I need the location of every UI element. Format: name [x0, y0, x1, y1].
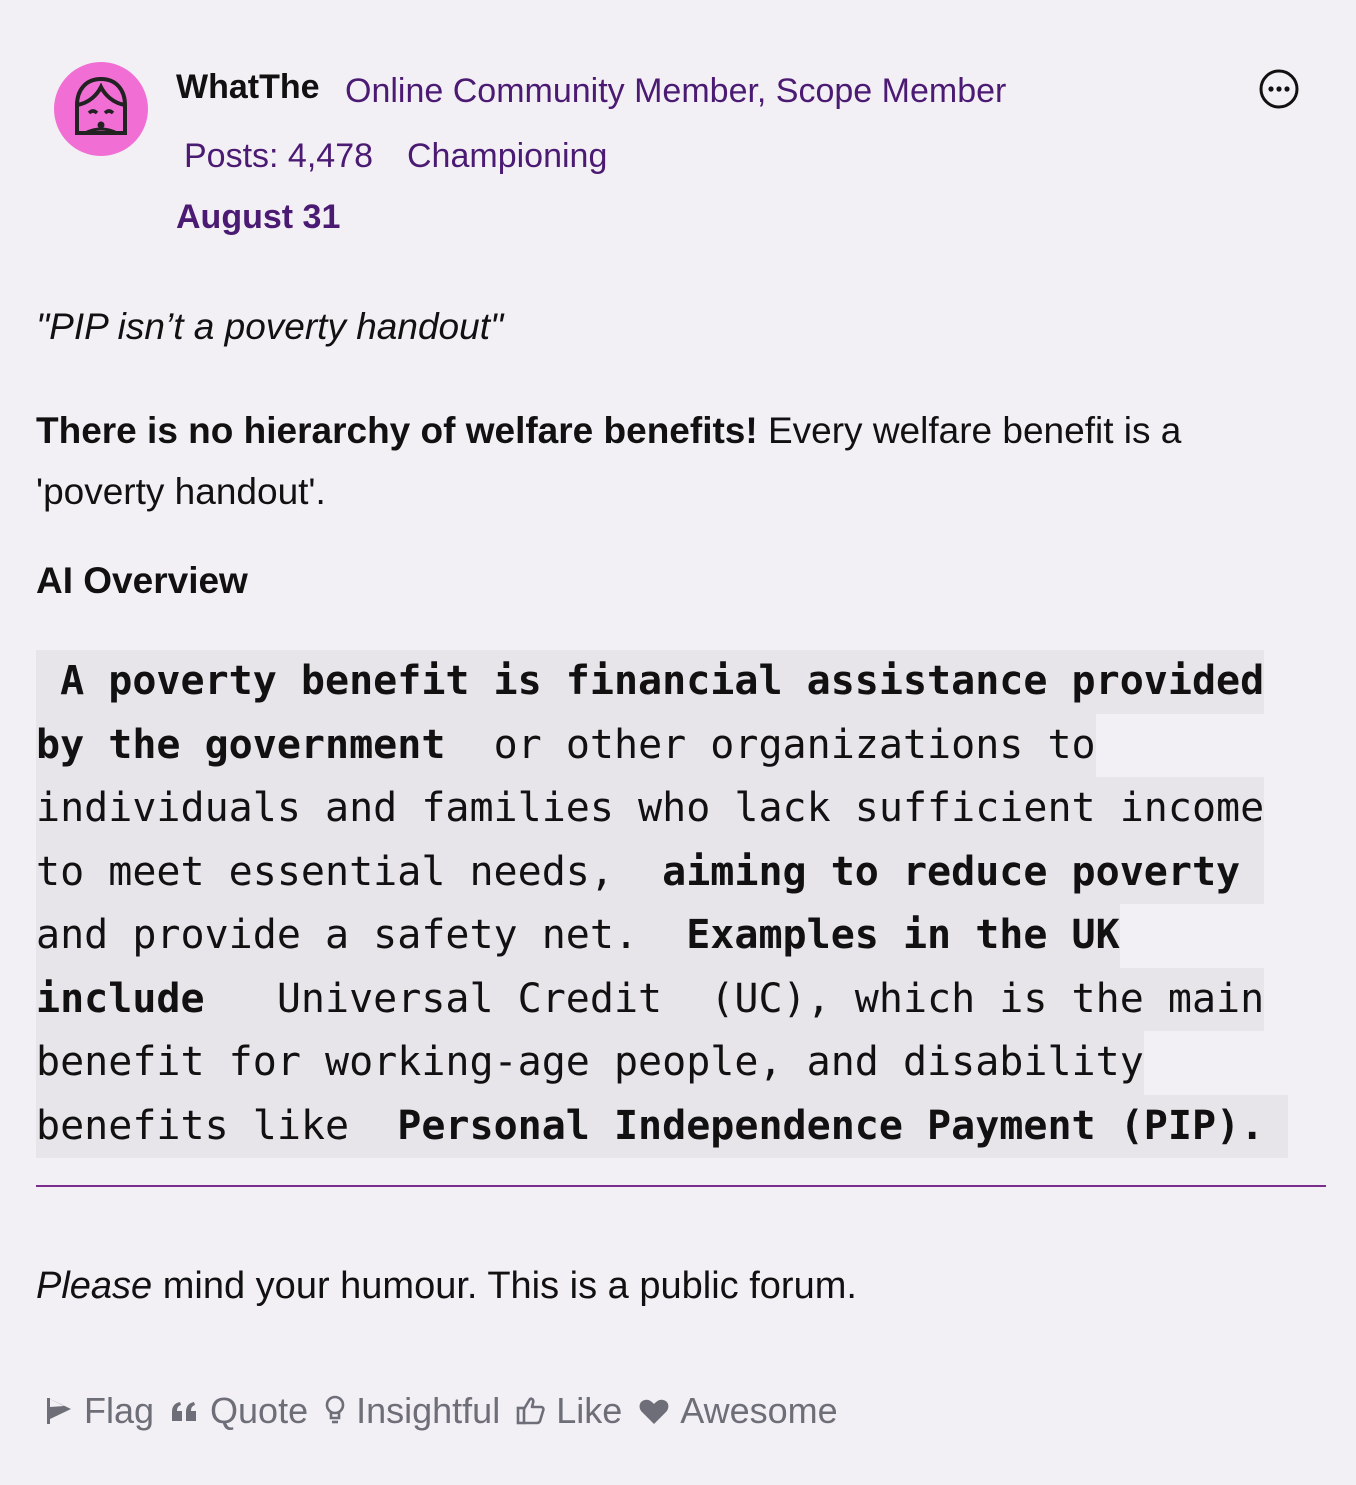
signature [36, 1265, 857, 1308]
more-options-button[interactable] [1259, 69, 1299, 109]
ai-overview-line [36, 1031, 1326, 1095]
ai-overview-line [36, 968, 1326, 1032]
heart-icon [638, 1396, 670, 1426]
author-rank[interactable]: Championing [407, 137, 608, 175]
ai-overview-line-highlight [36, 1031, 1144, 1095]
like-button[interactable] [516, 1390, 622, 1432]
awesome-button[interactable] [638, 1390, 837, 1432]
ai-overview-bold-segment: A poverty benefit is financial assistance provided [36, 658, 1265, 704]
ai-overview-heading: AI Overview [36, 560, 248, 601]
thumbs-up-icon [516, 1395, 546, 1427]
ai-overview-line-highlight [36, 1095, 1288, 1159]
ai-overview-line [36, 904, 1326, 968]
author-roles: Online Community Member, Scope Member [345, 72, 1007, 110]
flag-button[interactable] [44, 1390, 154, 1432]
ai-overview-segment: or other organizations to [445, 721, 1096, 768]
ai-overview-line [36, 841, 1326, 905]
ai-overview-segment: and provide a safety net. [36, 912, 687, 958]
insightful-button[interactable] [324, 1390, 500, 1432]
ai-overview-line-highlight [36, 650, 1264, 714]
signature-emphasis: Please [36, 1265, 153, 1307]
ai-overview-segment: benefits like [36, 1102, 398, 1149]
ai-overview-bold-segment: by the government [36, 721, 446, 768]
ai-overview-line [36, 650, 1326, 714]
flag-label: Flag [84, 1390, 155, 1431]
more-options-icon [1259, 69, 1299, 109]
ai-overview-line-highlight [36, 714, 1096, 778]
ai-overview-line [36, 714, 1326, 778]
signature-text: mind your humour. This is a public forum. [152, 1265, 857, 1307]
face-icon [71, 75, 131, 143]
post-paragraph [36, 400, 1296, 522]
like-label: Like [556, 1390, 623, 1431]
post-count: Posts: 4,478 [184, 137, 374, 175]
ai-overview-line-highlight [36, 904, 1120, 968]
ai-overview-segment: Universal Credit (UC), which is the main [204, 975, 1265, 1022]
awesome-label: Awesome [680, 1390, 838, 1431]
lightbulb-icon [324, 1394, 346, 1428]
ai-overview-bold-segment: Personal Independence Payment (PIP). [397, 1102, 1289, 1149]
post-actions [44, 1390, 854, 1432]
quote-icon [170, 1395, 200, 1427]
ai-overview-segment: benefit for working-age people, and disability [36, 1039, 1144, 1085]
ai-overview-line [36, 1095, 1326, 1159]
ai-overview-bold-segment: Examples in the UK [686, 912, 1120, 958]
paragraph-text: Every welfare benefit is a [757, 410, 1182, 451]
ai-overview-text [36, 650, 1326, 1158]
quoted-text: "PIP isn’t a poverty handout" [36, 306, 504, 347]
quote-label: Quote [210, 1390, 309, 1431]
ai-overview-line-highlight [36, 841, 1264, 905]
ai-overview-segment: individuals and families who lack sufficient income [36, 785, 1265, 831]
insightful-label: Insightful [356, 1390, 501, 1431]
signature-divider [36, 1185, 1326, 1187]
ai-overview-line [36, 777, 1326, 841]
paragraph-text-line2: 'poverty handout'. [36, 471, 326, 512]
ai-overview-line-highlight [36, 968, 1264, 1032]
paragraph-bold-text: There is no hierarchy of welfare benefits! [36, 410, 758, 451]
ai-overview-bold-segment: include [36, 975, 205, 1022]
ai-overview-segment: to meet essential needs, [36, 848, 663, 895]
ai-overview-line-highlight [36, 777, 1264, 841]
author-name[interactable]: WhatThe [176, 68, 320, 106]
post-date[interactable]: August 31 [176, 198, 341, 236]
avatar[interactable] [54, 62, 148, 156]
flag-icon [44, 1395, 74, 1427]
ai-overview-bold-segment: aiming to reduce poverty [662, 848, 1265, 895]
quote-button[interactable] [170, 1390, 308, 1432]
